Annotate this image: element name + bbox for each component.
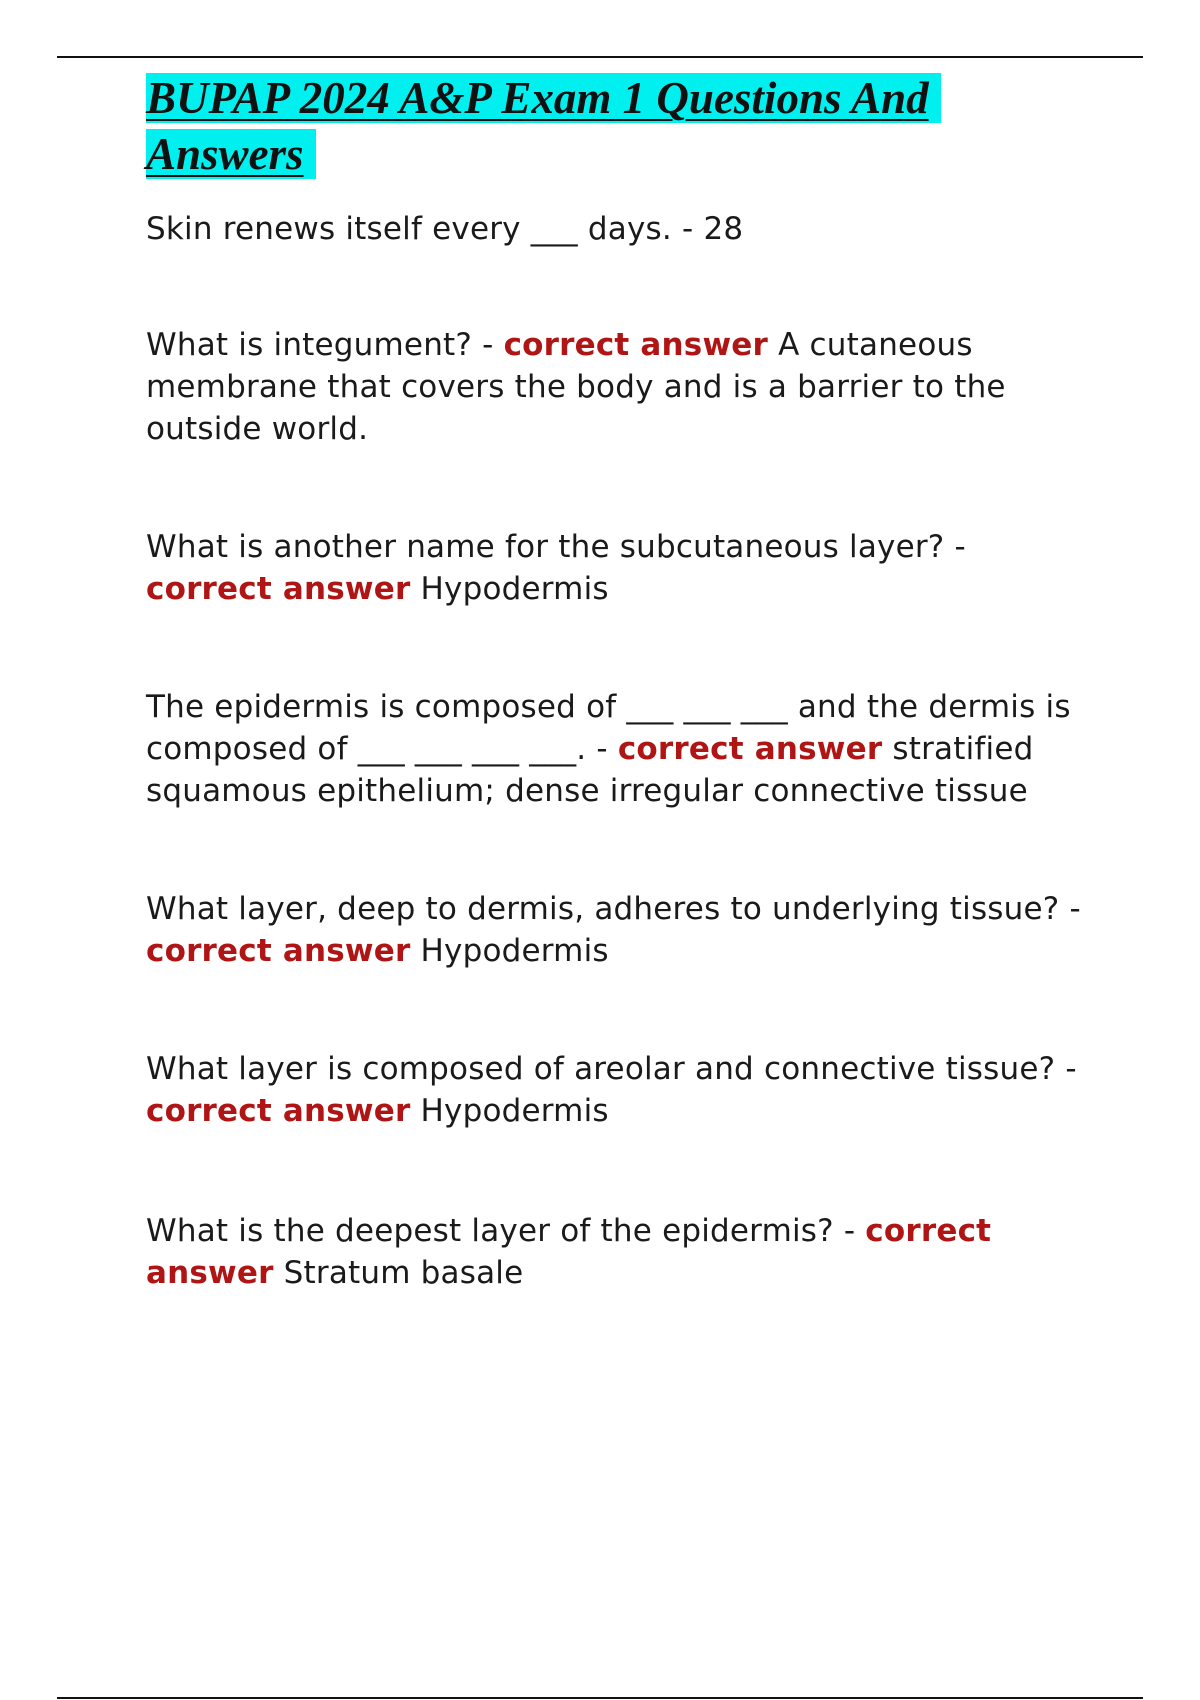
- question-text: Skin renews itself every ___ days. - 28: [146, 211, 744, 247]
- answer-text: Hypodermis: [420, 933, 609, 969]
- qa-item-2: [146, 324, 1106, 450]
- question-text: What is another name for the subcutaneous layer? -: [146, 529, 966, 565]
- qa-item-7: [146, 1210, 1106, 1294]
- qa-item-1: [146, 208, 1106, 250]
- question-text: The epidermis is composed of ___ ___ ___ and the dermis is composed of ___ ___ ___ ___. -: [146, 689, 1071, 767]
- answer-label: correct answer: [503, 327, 769, 363]
- question-text: What layer is composed of areolar and connective tissue? -: [146, 1051, 1077, 1087]
- answer-text: Hypodermis: [420, 1093, 609, 1129]
- answer-text: stratified squamous epithelium; dense irregular connective tissue: [146, 731, 1034, 809]
- answer-label: correct answer: [617, 731, 883, 767]
- qa-item-3: [146, 526, 1106, 610]
- answer-label: correct answer: [146, 1093, 411, 1129]
- answer-label: correct answer: [146, 1213, 992, 1291]
- answer-text: Stratum basale: [283, 1255, 524, 1291]
- document-title: BUPAP 2024 A&P Exam 1 Questions And Answers: [146, 70, 1106, 182]
- bottom-divider: [57, 1697, 1143, 1699]
- answer-text: Hypodermis: [420, 571, 609, 607]
- answer-text: A cutaneous membrane that covers the body and is a barrier to the outside world.: [146, 327, 1006, 447]
- answer-label: correct answer: [146, 571, 411, 607]
- top-divider: [57, 56, 1143, 58]
- qa-item-4: [146, 686, 1106, 812]
- question-text: What is integument? -: [146, 327, 504, 363]
- question-text: What is the deepest layer of the epidermis? -: [146, 1213, 866, 1249]
- qa-item-6: [146, 1048, 1106, 1132]
- document-body: [146, 70, 1106, 1294]
- question-text: What layer, deep to dermis, adheres to underlying tissue? -: [146, 891, 1081, 927]
- answer-label: correct answer: [146, 933, 411, 969]
- qa-item-5: [146, 888, 1106, 972]
